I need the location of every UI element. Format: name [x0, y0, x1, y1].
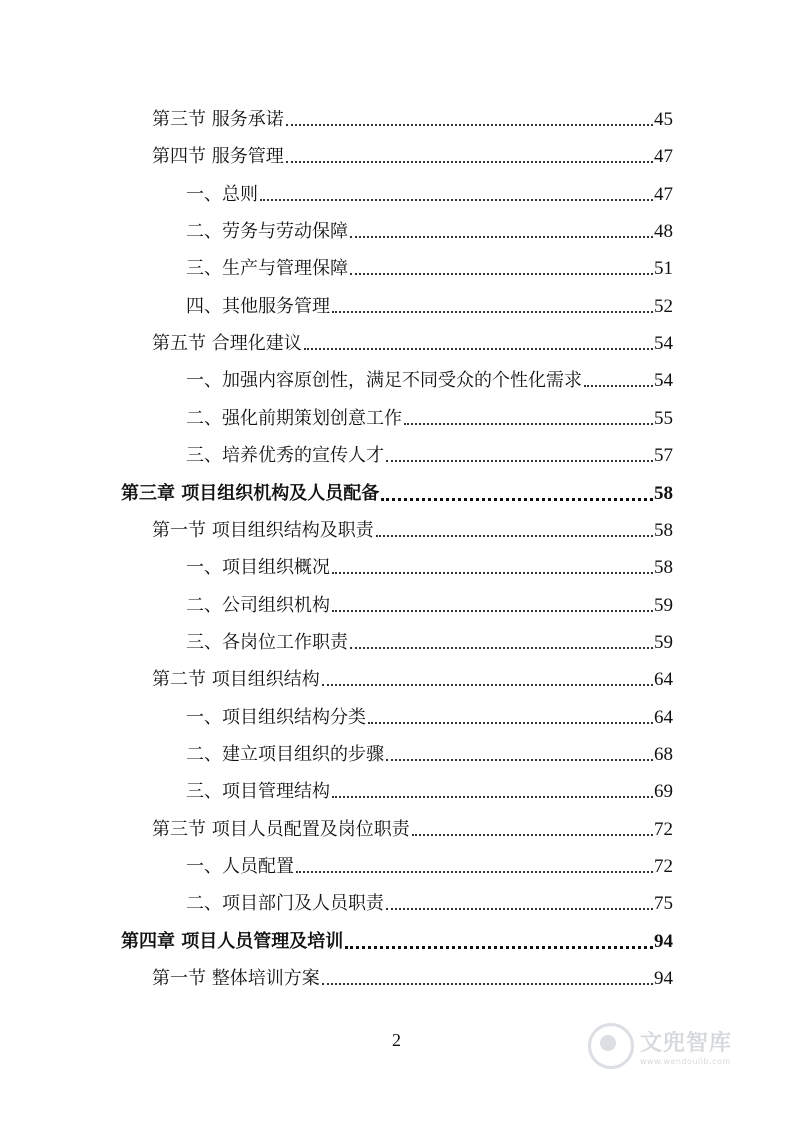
toc-entry-label: 第四节 服务管理 — [152, 146, 284, 168]
toc-entry-page: 59 — [654, 631, 673, 653]
toc-leader-dots — [584, 385, 653, 387]
toc-entry-label: 二、公司组织机构 — [186, 594, 330, 616]
toc-entry[interactable] — [186, 624, 673, 654]
toc-entry[interactable] — [186, 885, 673, 915]
toc-leader-dots — [304, 348, 653, 350]
toc-entry-page: 94 — [654, 930, 673, 952]
toc-leader-dots — [332, 796, 653, 798]
toc-entry[interactable] — [186, 773, 673, 803]
toc-entry-page: 94 — [654, 968, 673, 990]
toc-entry[interactable] — [152, 661, 673, 691]
toc-entry[interactable] — [186, 549, 673, 579]
toc-entry[interactable] — [121, 923, 673, 953]
toc-entry-page: 72 — [654, 818, 673, 840]
toc-entry-label: 一、项目组织概况 — [186, 557, 330, 579]
toc-entry-label: 二、强化前期策划创意工作 — [186, 407, 402, 429]
toc-entry[interactable] — [152, 960, 673, 990]
toc-entry-label: 三、生产与管理保障 — [186, 258, 348, 280]
toc-entry-label: 一、总则 — [186, 183, 258, 205]
toc-entry[interactable] — [121, 475, 673, 505]
toc-entry[interactable] — [186, 250, 673, 280]
toc-entry-page: 47 — [654, 146, 673, 168]
toc-entry-page: 64 — [654, 669, 673, 691]
watermark — [588, 1018, 758, 1074]
toc-entry-page: 55 — [654, 407, 673, 429]
toc-entry-page: 69 — [654, 781, 673, 803]
toc-leader-dots — [260, 199, 653, 201]
toc-entry-label: 二、劳务与劳动保障 — [186, 221, 348, 243]
toc-entry-page: 75 — [654, 893, 673, 915]
toc-entry-page: 51 — [654, 258, 673, 280]
toc-leader-dots — [345, 946, 653, 949]
toc-entry-label: 第三节 服务承诺 — [152, 109, 284, 130]
toc-entry-page: 64 — [654, 706, 673, 728]
toc-entry-page: 54 — [654, 370, 673, 392]
toc-entry[interactable] — [152, 811, 673, 841]
toc-entry-page: 52 — [654, 295, 673, 317]
toc-leader-dots — [286, 124, 653, 126]
toc-entry-label: 一、加强内容原创性，满足不同受众的个性化需求 — [186, 370, 582, 392]
toc-entry-page: 47 — [654, 183, 673, 205]
toc-leader-dots — [381, 498, 653, 501]
toc-entry[interactable] — [152, 138, 673, 168]
toc-leader-dots — [286, 161, 653, 163]
toc-leader-dots — [296, 871, 653, 873]
toc-leader-dots — [322, 983, 653, 985]
toc-entry-label: 四、其他服务管理 — [186, 295, 330, 317]
toc-entry[interactable] — [152, 512, 673, 542]
toc-entry[interactable] — [186, 736, 673, 766]
toc-entry-label: 三、各岗位工作职责 — [186, 631, 348, 653]
toc-entry-label: 第一节 项目组织结构及职责 — [152, 519, 374, 541]
toc-entry-page: 58 — [654, 557, 673, 579]
toc-entry[interactable] — [186, 848, 673, 878]
toc-leader-dots — [376, 535, 653, 537]
wendou-logo-icon — [588, 1023, 634, 1069]
toc-leader-dots — [404, 423, 653, 425]
toc-entry[interactable] — [186, 587, 673, 617]
toc-entry-page: 57 — [654, 445, 673, 467]
toc-entry-label: 第四章 项目人员管理及培训 — [121, 930, 344, 952]
toc-entry[interactable] — [152, 325, 673, 355]
toc-entry-page: 45 — [654, 109, 673, 130]
toc-entry-page: 48 — [654, 221, 673, 243]
toc-entry-label: 三、培养优秀的宣传人才 — [186, 445, 384, 467]
toc-entry-page: 58 — [654, 482, 673, 504]
toc-entry-label: 第一节 整体培训方案 — [152, 968, 320, 990]
toc-entry-page: 58 — [654, 519, 673, 541]
toc-leader-dots — [386, 460, 653, 462]
toc-entry-page: 68 — [654, 743, 673, 765]
toc-entry[interactable] — [186, 699, 673, 729]
watermark-name: 文兜智库 — [640, 1031, 733, 1056]
toc-entry[interactable] — [186, 362, 673, 392]
toc-leader-dots — [332, 610, 653, 612]
toc-entry[interactable] — [186, 213, 673, 243]
toc-entry-label: 第三章 项目组织机构及人员配备 — [121, 482, 380, 504]
toc-leader-dots — [412, 834, 653, 836]
toc-entry-page: 72 — [654, 856, 673, 877]
toc-entry[interactable] — [186, 437, 673, 467]
toc-entry[interactable] — [186, 288, 673, 318]
toc-entry[interactable] — [186, 176, 673, 206]
page-number: 2 — [392, 1030, 401, 1050]
toc-entry-label: 第三节 项目人员配置及岗位职责 — [152, 818, 410, 840]
toc-entry-label: 二、项目部门及人员职责 — [186, 893, 384, 915]
toc-leader-dots — [350, 236, 653, 238]
watermark-url: www.wendoulib.com — [640, 1057, 731, 1066]
toc-entry-label: 第五节 合理化建议 — [152, 333, 302, 355]
toc-leader-dots — [322, 684, 653, 686]
toc-entry[interactable] — [186, 400, 673, 430]
toc-entry-label: 一、人员配置 — [186, 856, 294, 877]
toc-leader-dots — [386, 759, 653, 761]
toc-entry[interactable] — [152, 101, 673, 131]
toc-entry-page: 59 — [654, 594, 673, 616]
toc-leader-dots — [332, 311, 653, 313]
toc-leader-dots — [368, 722, 653, 724]
toc-entry-label: 二、建立项目组织的步骤 — [186, 743, 384, 765]
toc-leader-dots — [332, 572, 653, 574]
toc-leader-dots — [386, 908, 653, 910]
toc-entry-page: 54 — [654, 333, 673, 355]
toc-entry-label: 第二节 项目组织结构 — [152, 669, 320, 691]
toc-entry-label: 一、项目组织结构分类 — [186, 706, 366, 728]
toc-entry-label: 三、项目管理结构 — [186, 781, 330, 803]
toc-leader-dots — [350, 647, 653, 649]
toc-leader-dots — [350, 273, 653, 275]
